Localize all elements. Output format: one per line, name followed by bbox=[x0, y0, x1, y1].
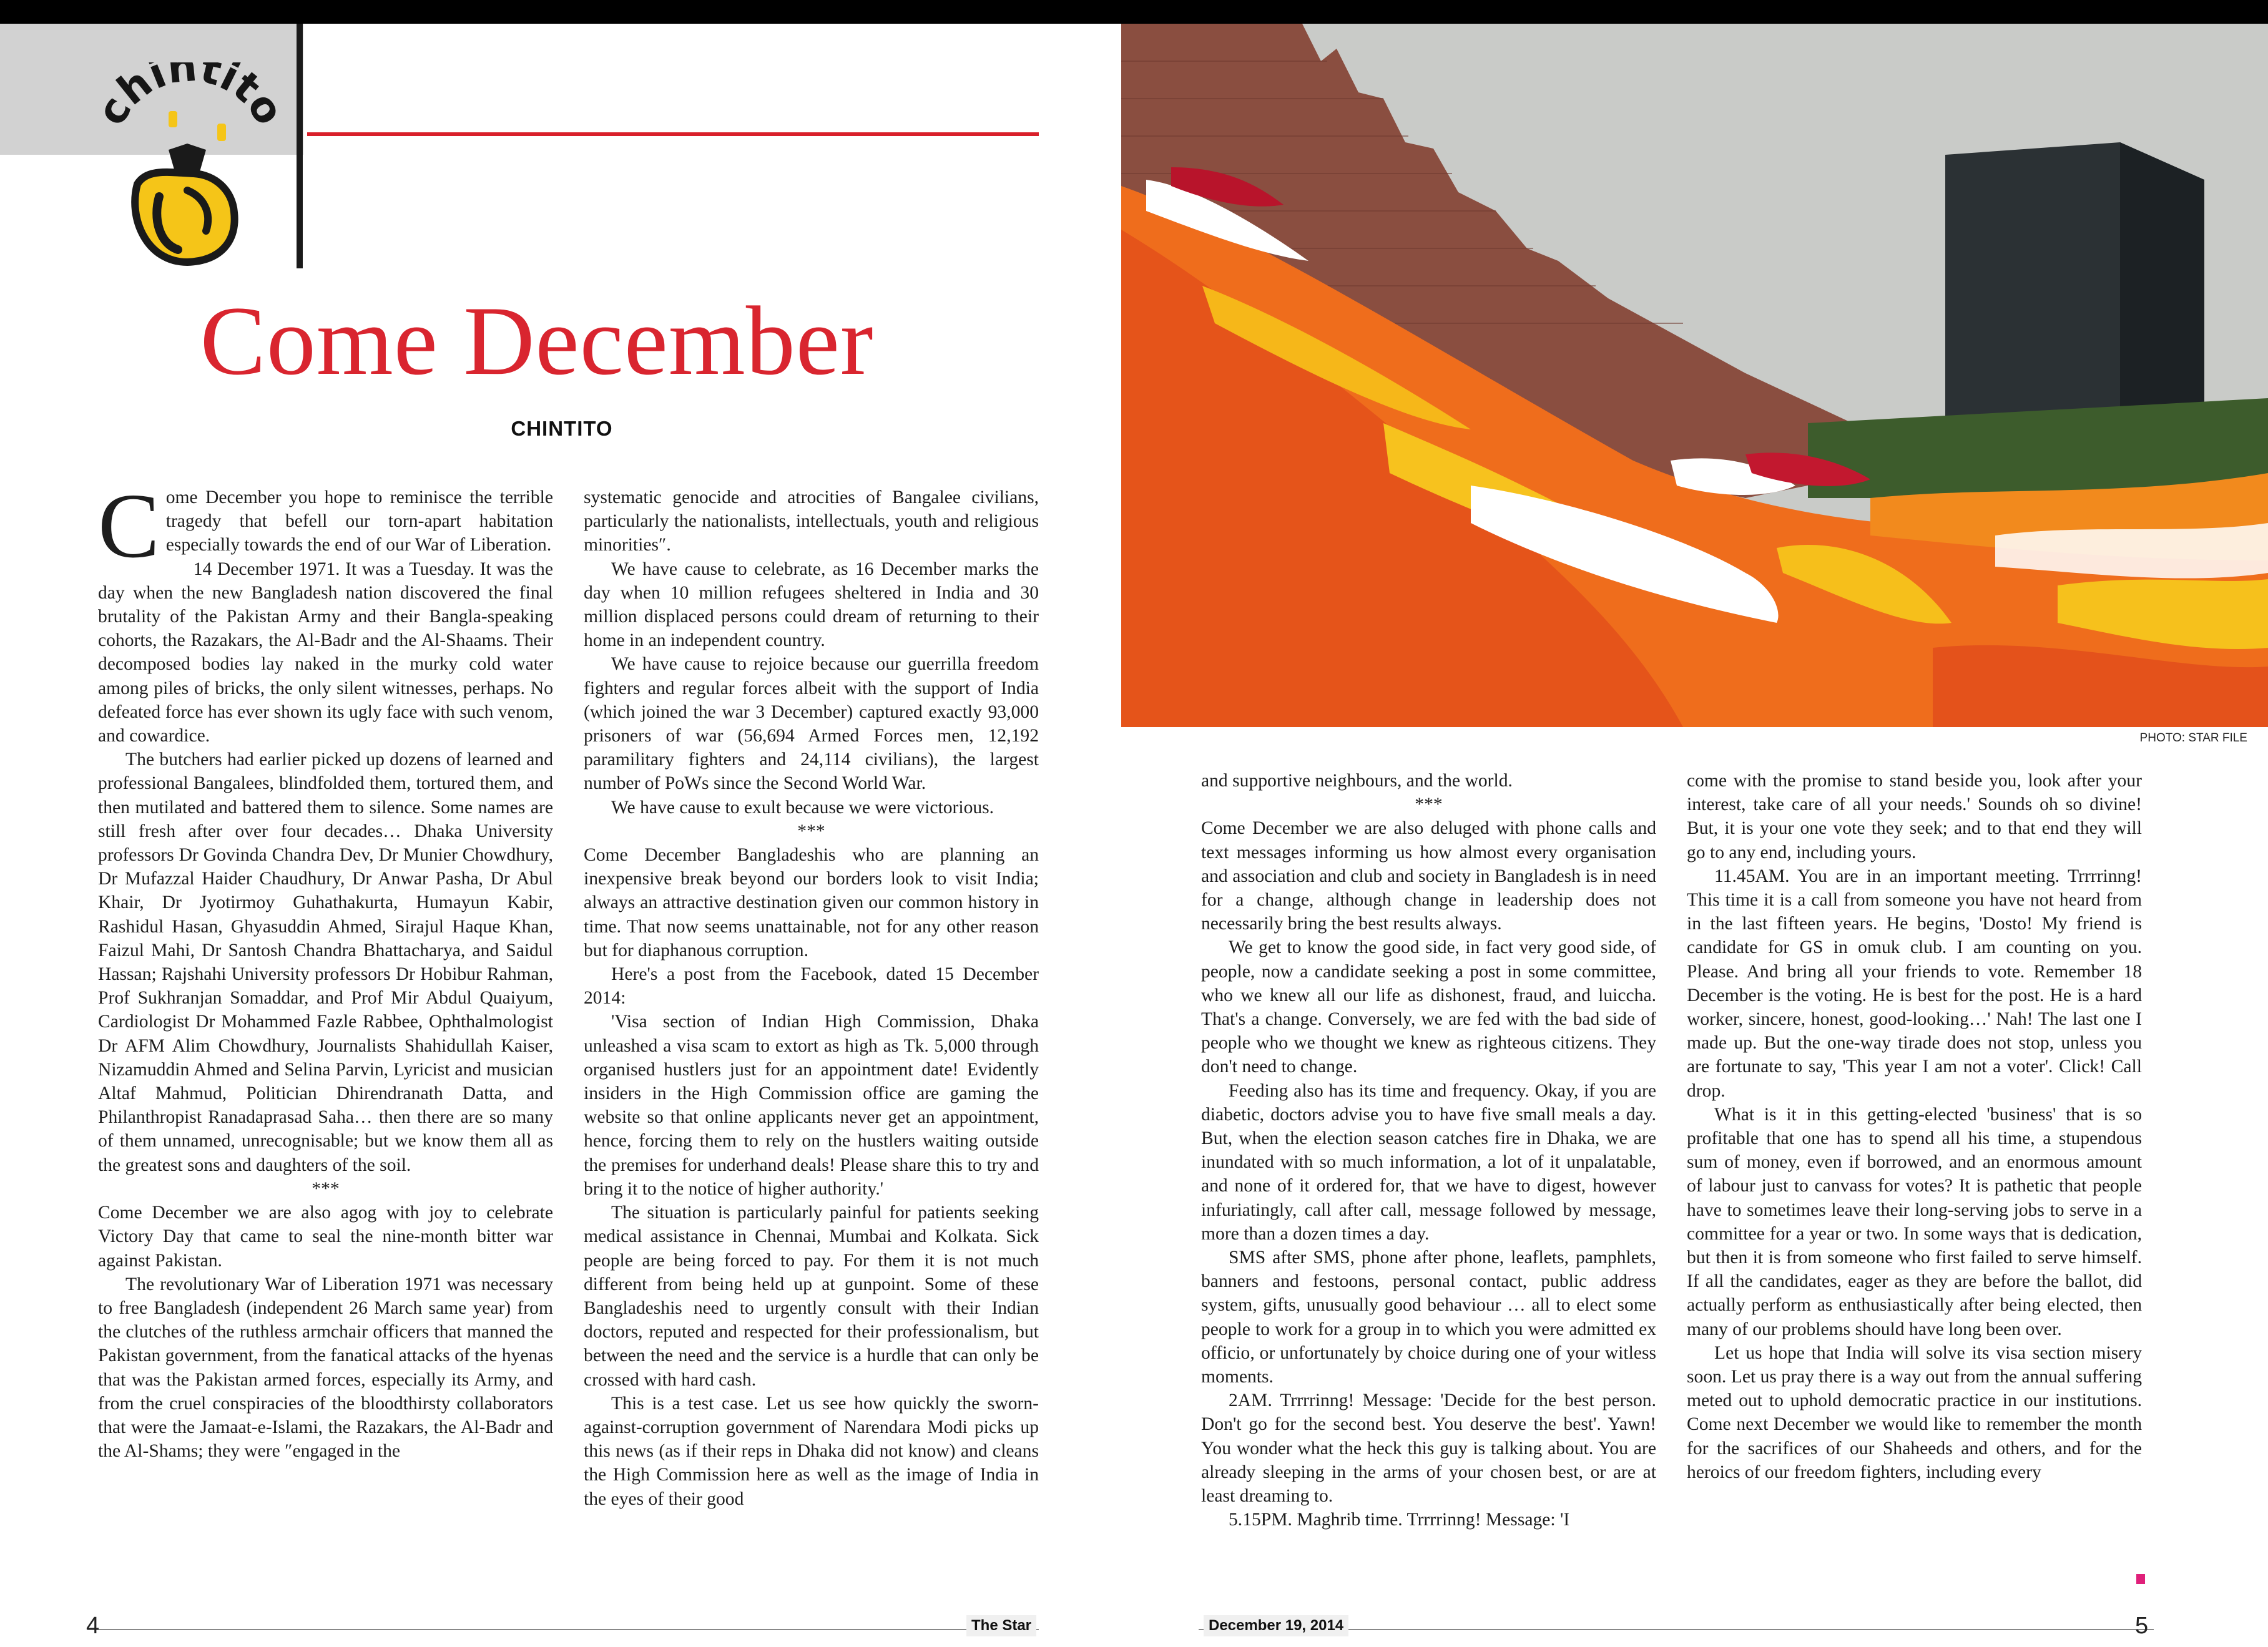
drop-cap: C bbox=[98, 475, 160, 577]
article-column-2 bbox=[584, 486, 1039, 1596]
paragraph: Come December you hope to reminisce the terrible tragedy that befell our torn-apart habitation especially towards the end of our War of Liberation. bbox=[98, 475, 553, 577]
section-separator: *** bbox=[312, 1178, 340, 1199]
paragraph: systematic genocide and atrocities of Bangalee civilians, particularly the nationalists, intellectuals, youth and religious minorities″. bbox=[584, 487, 1039, 555]
paragraph: We get to know the good side, in fact very good side, of people, now a candidate seeking a post in some committee, who we knew all our life as dishonest, fraud, and luiccha. That's a change. Conversely, we are fed with the bad side of people who we thought we knew as righteous citizens. They don't need to change. bbox=[1201, 937, 1656, 1077]
paragraph: We have cause to celebrate, as 16 December marks the day when 10 million refugees sheltered in India and 30 million displaced persons could dream of returning to their home in an independent country. bbox=[584, 559, 1039, 651]
header-red-rule bbox=[307, 132, 1039, 136]
footer-publication-name: The Star bbox=[966, 1615, 1036, 1636]
paragraph: come with the promise to stand beside you, look after your interest, take care of all your needs.' Sounds oh so divine! But, it is your one vote they seek; and to that end they will go to any end, including yours. bbox=[1687, 771, 2142, 863]
top-black-bar bbox=[0, 0, 2268, 24]
paragraph: and supportive neighbours, and the world. bbox=[1201, 771, 1513, 791]
memorial-photo-graphic bbox=[1121, 24, 2268, 727]
memorial-photo bbox=[1121, 24, 2268, 727]
paragraph: The situation is particularly painful for patients seeking medical assistance in Chennai, Mumbai and Kolkata. Sick people are being forced to pay. For them it is not much different from being held up at gunpoint. Some of these Bangladeshis need to urgently consult with their Indian doctors, reputed and respected for their professionalism, but between the need and the service is a hurdle that can only be crossed with hard cash. bbox=[584, 1203, 1039, 1390]
logo-wordmark: hintit bbox=[108, 62, 270, 115]
paragraph: The revolutionary War of Liberation 1971 was necessary to free Bangladesh (independent 26 March same year) from the clutches of the ruthless armchair officers that manned the Pakistan government, from the fanatical attacks of the hyenas that was the Pakistan armed forces, especially its Army, and from the cruel conspiracies of the bloodthirsty collaborators that were the Jamaat-e-Islami, the Razakars, the Al-Badr and the Al-Shams; they were ″engaged in the bbox=[98, 1274, 553, 1462]
paragraph: 2AM. Trrrrinng! Message: 'Decide for the best person. Don't go for the second best. You deserve the best'. Yawn! You wonder what the heck this guy is talking about. You are already sleeping in the arms of your chosen best, or are at least dreaming to. bbox=[1201, 1390, 1656, 1507]
paragraph: 'Visa section of Indian High Commission, Dhaka unleashed a visa scam to extort as high as Tk. 5,000 through organised hustlers just for an appointment date! Evidently insiders in the High Commission office are gaming the website so that online applicants never get an appointment, hence, forcing them to rely on the hustlers waiting outside the premises for underhand deals! Please share this to try and bring it to the notice of higher authority.' bbox=[584, 1012, 1039, 1199]
article-column-1 bbox=[98, 475, 553, 1596]
paragraph: Come December we are also deluged with phone calls and text messages informing us how almost every organisation and association and club and society in Bangladesh is in need for a change, although change in leadership does not necessarily bring the best results always. bbox=[1201, 818, 1656, 934]
photo-credit: PHOTO: STAR FILE bbox=[2139, 731, 2247, 745]
paragraph: We have cause to rejoice because our guerrilla freedom fighters and regular forces albeit with the support of India (which joined the war 3 December) captured exactly 93,000 prisoners of war (56,694 Armed Forces men, 12,192 paramilitary fighters and 24,114 civilians), the largest number of PoWs since the Second World War. bbox=[584, 654, 1039, 794]
article-column-3 bbox=[1201, 769, 1656, 1599]
paragraph: The butchers had earlier picked up dozens of learned and professional Bangalees, blindfolded them, tortured them, and then mutilated and battered them to silence. Some names are still fresh after over four decades… Dhaka University professors Dr Govinda Chandra Dev, Dr Munier Chowdhury, Dr Mufazzal Haider Chaudhury, Dr Anwar Pasha, Dr Abul Khair, Dr Jyotirmoy Guhathakurta, Humayun Kabir, Rashidul Hasan, Ghyasuddin Ahmed, Sirajul Haque Khan, Faizul Mahi, Dr Santosh Chandra Bhattacharya, and Saidul Hassan; Rajshahi University professors Dr Hobibur Rahman, Prof Sukhranjan Somaddar, and Prof Mir Abdul Quaiyum, Cardiologist Dr Mohammed Fazle Rabbee, Ophthalmologist Dr AFM Alim Chowdhury, Journalists Shahidullah Kaiser, Nizamuddin Ahmed and Selina Parvin, Lyricist and musician Altaf Mahmud, Politician Dhirendranath Datta, and Philanthropist Ranadaprasad Saha… then there are so many of them unnamed, unrecognisable; but we know them all as the greatest sons and daughters of the soil. bbox=[98, 750, 553, 1175]
paragraph: Feeding also has its time and frequency. Okay, if you are diabetic, doctors advise you to have five small meals a day. But, when the election season catches fire in Dhaka, we are inundated with so much information, a lot of it unpalatable, and none of it ordered for, that we have to digest, however infuriatingly, call after call, message followed by message, more than a dozen times a day. bbox=[1201, 1080, 1656, 1244]
paragraph: We have cause to exult because we were victorious. bbox=[611, 797, 994, 818]
paragraph: Here's a post from the Facebook, dated 15 December 2014: bbox=[584, 964, 1039, 1009]
section-separator: *** bbox=[797, 821, 825, 841]
paragraph: SMS after SMS, phone after phone, leaflets, pamphlets, banners and festoons, personal contact, public address system, gifts, unusually good behaviour … all to elect some people to work for a group in to which you were admitted ex officio, or unfortunately by choice during one of your witless moments. bbox=[1201, 1248, 1656, 1387]
article-title: Come December bbox=[200, 286, 874, 396]
article-byline: CHINTITO bbox=[511, 417, 613, 440]
footer-date: December 19, 2014 bbox=[1204, 1615, 1348, 1636]
paragraph: 5.15PM. Maghrib time. Trrrrinng! Message: 'I bbox=[1229, 1510, 1570, 1530]
header-vertical-rule bbox=[297, 24, 303, 268]
paragraph: What is it in this getting-elected 'business' that is so profitable that one has to spend all his time, a stupendous sum of money, even if borrowed, and an enormous amount of labour just to canvass for votes? It is pathetic that people have to sometimes leave their long-serving jobs to serve in a committee for a year or two. In some ways that is dedication, but then it is from someone who first failed to serve himself. If all the candidates, eager as they are before the ballot, did actually perform as enthusiastically after being elected, then many of our problems should have long been over. bbox=[1687, 1104, 2142, 1339]
paragraph: Come December we are also agog with joy to celebrate Victory Day that came to seal the nine-month bitter war against Pakistan. bbox=[98, 1203, 553, 1271]
paragraph: Come December Bangladeshis who are planning an inexpensive break beyond our borders look to visit India; always an attractive destination given our common history in time. That now seems unattainable, not for any other reason but for diaphanous corruption. bbox=[584, 845, 1039, 960]
end-of-article-marker bbox=[2136, 1574, 2145, 1584]
section-separator: *** bbox=[1415, 794, 1443, 815]
chintito-logo-graphic bbox=[94, 62, 281, 268]
footer-rule-left bbox=[87, 1629, 1039, 1630]
page-number-right: 5 bbox=[2135, 1613, 2149, 1639]
page-number-left: 4 bbox=[86, 1613, 100, 1639]
paragraph: Let us hope that India will solve its visa section misery soon. Let us pray there is a way out from the annual suffering meted out to uphold democratic practice in our institutions. Come next December we would like to remember the month for the sacrifices of our Shaheeds and others, and for the heroics of our freedom fighters, including every bbox=[1687, 1342, 2142, 1482]
article-column-4 bbox=[1687, 769, 2142, 1599]
paragraph: 11.45AM. You are in an important meeting. Trrrrinng! This time it is a call from someone you have not heard from in the last fifteen years. He begins, 'Dosto! My friend is candidate for GS in omuk club. I am counting on you. Please. And bring all your friends to vote. Remember 18 December is the voting. He is best for the post. He is a hard worker, sincere, honest, good-looking…' Nah! The last one I made up. But the one-way tirade does not stop, unless you are fortunate to say, 'This year I am not a voter'. Click! Call drop. bbox=[1687, 866, 2142, 1101]
paragraph: 14 December 1971. It was a Tuesday. It was the day when the new Bangladesh nation discovered the final brutality of the Pakistan Army and their Bangla-speaking cohorts, the Razakars, the Al-Badr and the Al-Shaams. Their decomposed bodies lay naked in the murky cold water among piles of bricks, the only silent witnesses, perhaps. No defeated force has ever shown its ugly face with such venom, and cowardice. bbox=[98, 559, 553, 746]
chintito-logo bbox=[94, 62, 281, 268]
paragraph: This is a test case. Let us see how quickly the sworn-against-corruption government of Narendara Modi picks up this news (as if their reps in Dhaka did not know) and cleans the High Commission here as well as the image of India in the eyes of their good bbox=[584, 1393, 1039, 1509]
